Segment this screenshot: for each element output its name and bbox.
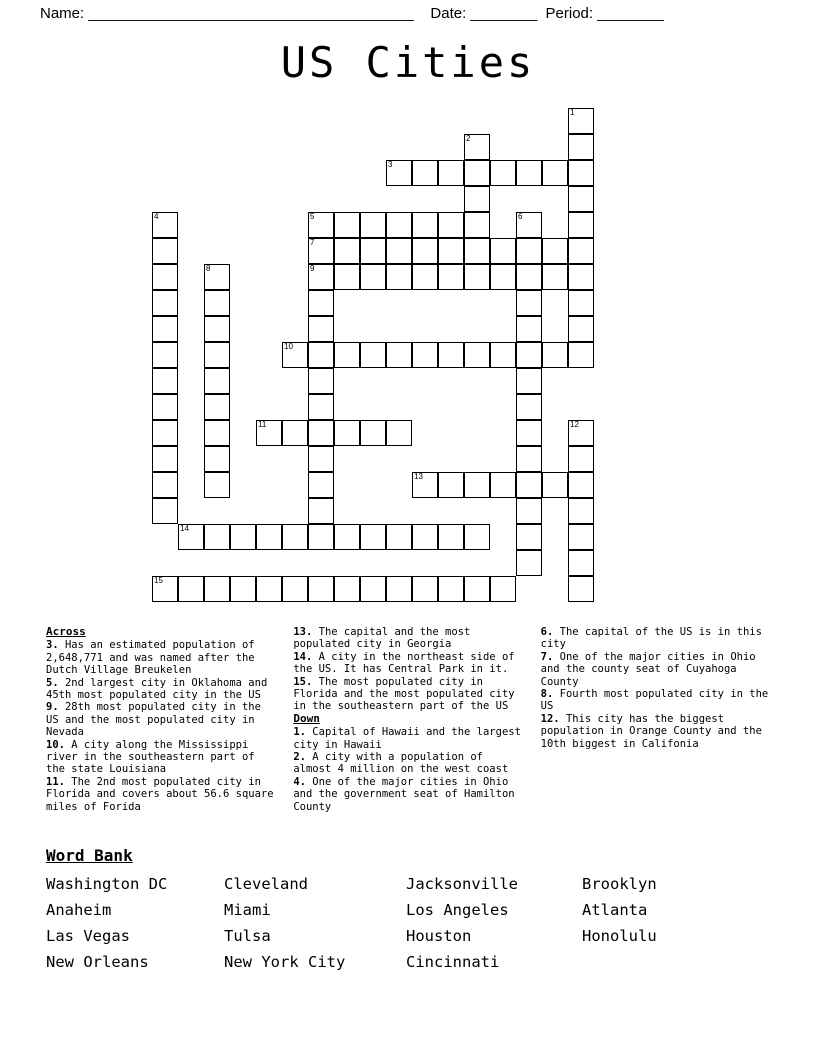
clue-text: This city has the biggest population in Orange County and the 10th biggest in Califonia (540, 712, 762, 750)
clue-text: One of the major cities in Ohio and the county seat of Cuyahoga County (540, 650, 756, 688)
clue-item (293, 726, 522, 751)
word-bank-item: New Orleans (46, 953, 149, 971)
crossword-cell[interactable] (386, 342, 412, 368)
clue-number: 12. (540, 712, 560, 725)
crossword-cell[interactable] (308, 368, 334, 394)
clue-number: 6. (540, 626, 554, 638)
word-bank-item: Brooklyn (582, 875, 657, 893)
crossword-cell[interactable] (360, 420, 386, 446)
clue-text: The capital of the US is in this city (540, 626, 762, 651)
clue-number: 5. (46, 676, 59, 689)
crossword-cell[interactable] (412, 524, 438, 550)
crossword-cell[interactable] (308, 290, 334, 316)
clue-item (541, 688, 770, 713)
crossword-cell[interactable] (334, 212, 360, 238)
crossword-cell[interactable] (386, 212, 412, 238)
cell-number: 10 (284, 342, 293, 351)
crossword-cell[interactable] (204, 472, 230, 498)
crossword-cell[interactable] (568, 212, 594, 238)
crossword-cell[interactable] (334, 264, 360, 290)
crossword-cell[interactable] (282, 576, 308, 602)
cell-number: 15 (154, 576, 163, 585)
crossword-cell[interactable] (386, 238, 412, 264)
crossword-cell[interactable] (516, 264, 542, 290)
word-bank-item: Miami (224, 901, 271, 919)
crossword-cell[interactable] (412, 342, 438, 368)
crossword-cell[interactable] (308, 576, 334, 602)
clue-item (46, 677, 275, 702)
crossword-cell[interactable] (516, 446, 542, 472)
crossword-cell[interactable] (282, 420, 308, 446)
crossword-cell[interactable] (334, 524, 360, 550)
cell-number: 1 (570, 108, 575, 117)
crossword-cell[interactable] (360, 342, 386, 368)
name-label: Name: (40, 4, 89, 22)
word-bank-item: Tulsa (224, 927, 271, 945)
name-blank-line: _______________________________________ (88, 4, 414, 22)
crossword-cell[interactable] (542, 264, 568, 290)
clue-number: 3. (46, 639, 59, 652)
crossword-cell[interactable] (152, 498, 178, 524)
clue-text: Has an estimated population of 2,648,771 and was named after the Dutch Village Breukelen (46, 639, 255, 677)
clue-item (46, 701, 275, 738)
crossword-cell[interactable] (568, 576, 594, 602)
word-bank-item: Cincinnati (406, 953, 500, 971)
crossword-cell[interactable] (152, 446, 178, 472)
crossword-cell[interactable] (282, 524, 308, 550)
crossword-cell[interactable] (568, 342, 594, 368)
crossword-cell[interactable] (152, 264, 178, 290)
clue-text: Capital of Hawaii and the largest city in Hawaii (293, 726, 521, 751)
crossword-cell[interactable] (568, 472, 594, 498)
crossword-cell[interactable] (568, 550, 594, 576)
crossword-cell[interactable] (568, 290, 594, 316)
clue-number: 4. (293, 775, 306, 788)
crossword-cell[interactable] (464, 342, 490, 368)
date-blank-line: ________ (470, 4, 538, 22)
period-blank-line: ________ (597, 4, 664, 22)
crossword-cell[interactable] (334, 342, 360, 368)
crossword-cell[interactable] (568, 420, 594, 446)
crossword-cell[interactable] (464, 134, 490, 160)
crossword-cell[interactable] (412, 576, 438, 602)
cell-number: 14 (180, 524, 189, 533)
crossword-cell[interactable] (516, 160, 542, 186)
cell-number: 7 (310, 238, 315, 247)
cell-number: 8 (206, 264, 211, 273)
crossword-cell[interactable] (516, 550, 542, 576)
crossword-cell[interactable] (152, 394, 178, 420)
word-bank-item: Houston (406, 927, 472, 945)
clue-item (293, 676, 522, 713)
word-bank-item: Honolulu (582, 927, 657, 945)
clue-text: A city along the Mississippi river in the southeastern part of the state Louisiana (46, 738, 255, 776)
cell-number: 13 (414, 472, 423, 481)
crossword-cell[interactable] (204, 446, 230, 472)
crossword-cell[interactable] (308, 524, 334, 550)
crossword-cell[interactable] (412, 472, 438, 498)
crossword-cell[interactable] (568, 524, 594, 550)
crossword-cell[interactable] (490, 576, 516, 602)
clue-text: A city with a population of almost 4 million on the west coast (293, 751, 509, 776)
crossword-cell[interactable] (308, 212, 334, 238)
clue-number: 14. (293, 650, 313, 663)
crossword-cell[interactable] (256, 420, 282, 446)
clue-number: 15. (293, 675, 313, 688)
crossword-cell[interactable] (464, 264, 490, 290)
crossword-cell[interactable] (568, 316, 594, 342)
crossword-cell[interactable] (412, 160, 438, 186)
crossword-cell[interactable] (568, 186, 594, 212)
crossword-cell[interactable] (516, 420, 542, 446)
crossword-cell[interactable] (308, 472, 334, 498)
crossword-cell[interactable] (412, 264, 438, 290)
crossword-cell[interactable] (542, 238, 568, 264)
crossword-cell[interactable] (490, 264, 516, 290)
clue-number: 13. (293, 626, 313, 638)
crossword-cell[interactable] (308, 446, 334, 472)
clue-item (293, 751, 522, 776)
clue-item (293, 776, 522, 813)
crossword-cell[interactable] (542, 160, 568, 186)
crossword-cell[interactable] (464, 524, 490, 550)
crossword-cell[interactable] (204, 576, 230, 602)
crossword-cell[interactable] (516, 524, 542, 550)
crossword-cell[interactable] (516, 316, 542, 342)
word-bank-item: Las Vegas (46, 927, 130, 945)
crossword-cell[interactable] (308, 498, 334, 524)
crossword-cell[interactable] (464, 472, 490, 498)
crossword-cell[interactable] (360, 238, 386, 264)
crossword-cell[interactable] (152, 290, 178, 316)
crossword-cell[interactable] (308, 238, 334, 264)
cell-number: 3 (388, 160, 393, 169)
crossword-cell[interactable] (412, 238, 438, 264)
crossword-cell[interactable] (438, 264, 464, 290)
clue-text: Fourth most populated city in the US (540, 688, 769, 713)
crossword-cell[interactable] (360, 524, 386, 550)
clue-item (541, 651, 770, 688)
crossword-cell[interactable] (178, 524, 204, 550)
crossword-cell[interactable] (308, 316, 334, 342)
crossword-cell[interactable] (568, 134, 594, 160)
crossword-cell[interactable] (386, 576, 412, 602)
clue-item (541, 626, 770, 651)
clue-item (46, 739, 275, 776)
crossword-cell[interactable] (542, 472, 568, 498)
crossword-cell[interactable] (178, 576, 204, 602)
clue-item (293, 626, 522, 651)
crossword-cell[interactable] (308, 420, 334, 446)
crossword-cell[interactable] (464, 186, 490, 212)
crossword-cell[interactable] (438, 238, 464, 264)
cell-number: 2 (466, 134, 471, 143)
crossword-cell[interactable] (204, 524, 230, 550)
cell-number: 9 (310, 264, 315, 273)
crossword-cell[interactable] (152, 576, 178, 602)
crossword-cell[interactable] (308, 394, 334, 420)
crossword-cell[interactable] (516, 290, 542, 316)
period-label: Period: (545, 4, 598, 22)
word-bank-item: Atlanta (582, 901, 648, 919)
crossword-cell[interactable] (204, 342, 230, 368)
clue-number: 11. (46, 775, 65, 788)
crossword-cell[interactable] (568, 160, 594, 186)
crossword-cell[interactable] (360, 264, 386, 290)
cell-number: 6 (518, 212, 523, 221)
worksheet-header (40, 0, 776, 26)
crossword-cell[interactable] (308, 342, 334, 368)
word-bank-item: Washington DC (46, 875, 168, 893)
clue-text: 2nd largest city in Oklahoma and 45th most populated city in the US (46, 676, 268, 702)
crossword-cell[interactable] (152, 238, 178, 264)
crossword-cell[interactable] (308, 264, 334, 290)
clue-number: 7. (540, 650, 554, 663)
crossword-cell[interactable] (334, 576, 360, 602)
crossword-cell[interactable] (438, 342, 464, 368)
crossword-cell[interactable] (152, 472, 178, 498)
word-bank-item: New York City (224, 953, 346, 971)
word-bank-item: Los Angeles (406, 901, 509, 919)
crossword-cell[interactable] (516, 472, 542, 498)
crossword-cell[interactable] (516, 212, 542, 238)
page-title: US Cities (280, 38, 536, 87)
clue-text: The 2nd most populated city in Florida and covers about 56.6 square miles of Forida (46, 775, 274, 813)
cell-number: 12 (570, 420, 579, 429)
crossword-cell[interactable] (386, 264, 412, 290)
crossword-cell[interactable] (516, 238, 542, 264)
crossword-cell[interactable] (568, 264, 594, 290)
crossword-cell[interactable] (490, 160, 516, 186)
cell-number: 5 (310, 212, 315, 221)
crossword-cell[interactable] (464, 160, 490, 186)
crossword-cell[interactable] (152, 212, 178, 238)
crossword-cell[interactable] (490, 472, 516, 498)
crossword-cell[interactable] (516, 394, 542, 420)
crossword-cell[interactable] (204, 316, 230, 342)
crossword-cell[interactable] (568, 498, 594, 524)
clue-number: 9. (46, 701, 59, 714)
cell-number: 4 (154, 212, 159, 221)
crossword-cell[interactable] (568, 108, 594, 134)
crossword-cell[interactable] (568, 446, 594, 472)
crossword-cell[interactable] (438, 576, 464, 602)
crossword-cell[interactable] (438, 160, 464, 186)
crossword-cell[interactable] (152, 342, 178, 368)
crossword-cell[interactable] (282, 342, 308, 368)
clue-text: One of the major cities in Ohio and the government seat of Hamilton County (293, 775, 515, 813)
clue-item (46, 776, 275, 813)
crossword-cell[interactable] (204, 290, 230, 316)
crossword-cell[interactable] (412, 212, 438, 238)
clue-text: A city in the northeast side of the US. It has Central Park in it. (293, 650, 515, 676)
down-heading: Down (293, 711, 320, 725)
crossword-cell[interactable] (386, 524, 412, 550)
crossword-cell[interactable] (334, 238, 360, 264)
crossword-cell[interactable] (256, 576, 282, 602)
crossword-cell[interactable] (204, 368, 230, 394)
clues-section (46, 626, 770, 826)
crossword-cell[interactable] (464, 238, 490, 264)
crossword-cell[interactable] (256, 524, 282, 550)
clue-number: 8. (540, 688, 554, 701)
clue-text: The capital and the most populated city in Georgia (293, 626, 471, 651)
word-bank-item: Anaheim (46, 901, 112, 919)
word-bank-item: Jacksonville (406, 875, 518, 893)
crossword-cell[interactable] (204, 264, 230, 290)
cell-number: 11 (258, 420, 267, 429)
word-bank-item: Cleveland (224, 875, 308, 893)
crossword-cell[interactable] (568, 238, 594, 264)
crossword-cell[interactable] (152, 368, 178, 394)
clue-item (293, 651, 522, 676)
clue-number: 1. (293, 726, 306, 739)
crossword-cell[interactable] (464, 576, 490, 602)
clue-number: 10. (46, 738, 65, 751)
crossword-cell[interactable] (152, 316, 178, 342)
word-bank-heading: Word Bank (46, 846, 133, 865)
crossword-cell[interactable] (490, 342, 516, 368)
crossword-grid (0, 108, 816, 628)
crossword-cell[interactable] (360, 576, 386, 602)
crossword-cell[interactable] (386, 160, 412, 186)
word-bank-section (46, 846, 770, 971)
across-heading: Across (46, 625, 86, 638)
crossword-cell[interactable] (230, 576, 256, 602)
crossword-cell[interactable] (230, 524, 256, 550)
crossword-cell[interactable] (542, 342, 568, 368)
crossword-cell[interactable] (516, 368, 542, 394)
crossword-cell[interactable] (516, 498, 542, 524)
crossword-cell[interactable] (438, 524, 464, 550)
clue-item (46, 639, 275, 676)
crossword-cell[interactable] (516, 342, 542, 368)
crossword-cell[interactable] (204, 394, 230, 420)
crossword-cell[interactable] (204, 420, 230, 446)
clue-number: 2. (293, 751, 306, 764)
crossword-cell[interactable] (438, 212, 464, 238)
crossword-cell[interactable] (386, 420, 412, 446)
crossword-cell[interactable] (152, 420, 178, 446)
crossword-cell[interactable] (360, 212, 386, 238)
crossword-cell[interactable] (334, 420, 360, 446)
clue-text: 28th most populated city in the US and the most populated city in Nevada (46, 701, 261, 739)
date-label: Date: (430, 4, 471, 22)
clue-item (541, 713, 770, 750)
crossword-cell[interactable] (438, 472, 464, 498)
crossword-cell[interactable] (464, 212, 490, 238)
crossword-cell[interactable] (490, 238, 516, 264)
clue-text: The most populated city in Florida and the most populated city in the southeastern part of the US (293, 675, 515, 713)
